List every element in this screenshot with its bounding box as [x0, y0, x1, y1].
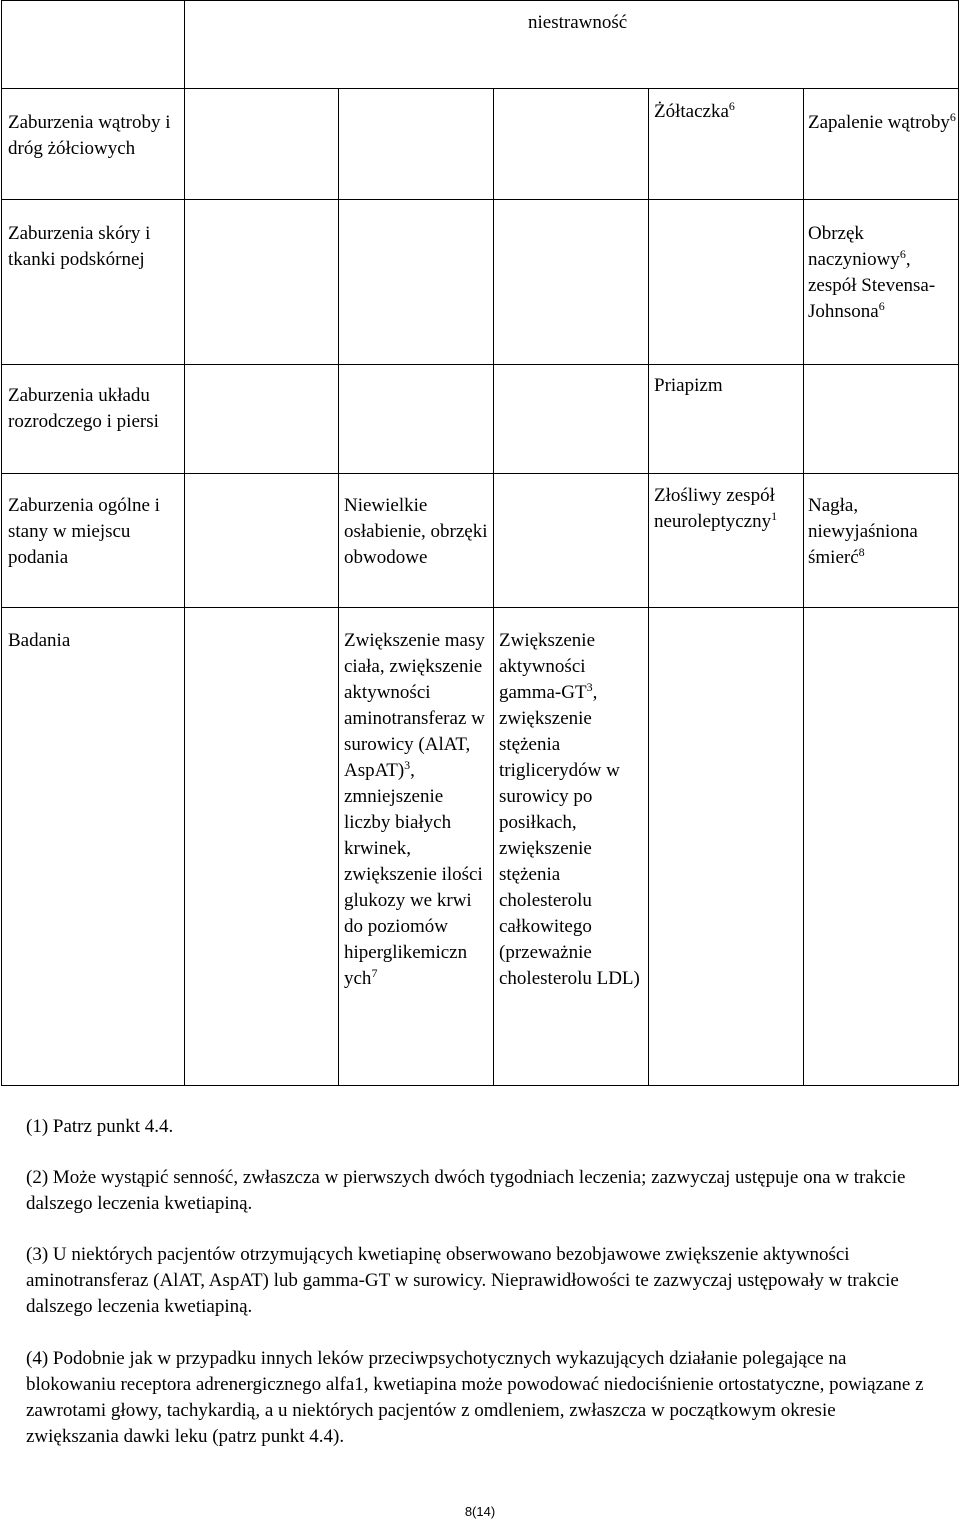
footnote-4: (4) Podobnie jak w przypadku innych leków przeciwpsychotycznych wykazujących działanie polegające na blokowaniu receptora adrenergicznego alfa1, kwetiapina może powodować niedociśnienie ortostatyczne, powiązane z zawrotami głowy, tachykardią, a u niektórych pacjentów z omdleniem, zwłaszcza w początkowym okresie zwiększania dawki leku (patrz punkt 4.4). — [26, 1348, 924, 1447]
page-number: 8(14) — [464, 1504, 496, 1519]
table-cell — [804, 365, 959, 474]
table-cell — [185, 365, 339, 474]
table-row — [2, 608, 959, 1086]
table-row — [2, 89, 959, 200]
table-cell — [185, 89, 339, 200]
table-category: Badania — [2, 608, 185, 1086]
table-cell — [185, 200, 339, 365]
table-cell: Złośliwy zespół neuroleptyczny$^1$ — [649, 474, 804, 608]
table-cell — [494, 474, 649, 608]
footnote-2: (2) Może wystąpić senność, zwłaszcza w pierwszych dwóch tygodniach leczenia; zazwyczaj ustępuje ona w trakcie dalszego leczenia kwetiapiną. — [26, 1167, 906, 1214]
table-cell: Zwiększenie aktywności gamma-$GT^3$, zwiększenie stężenia triglicerydów w surowicy po posiłkach, zwiększenie stężenia cholesterolu całkowitego (przeważnie cholesterolu LDL) — [494, 608, 649, 1086]
table-cell — [339, 365, 494, 474]
table-cell: Priapizm — [649, 365, 804, 474]
table-cell — [494, 200, 649, 365]
table-cell — [494, 365, 649, 474]
table-cell — [649, 200, 804, 365]
table-cell — [185, 474, 339, 608]
table-cell: Zwiększenie masy ciała, zwiększenie aktywności aminotransferaz w surowicy (AlAT, AspAT)$^3$, zmniejszenie liczby białych krwinek, zwiększenie ilości glukozy we krwi do poziomów hiperglikemiczn ych$^7$ — [339, 608, 494, 1086]
table-category: Zaburzenia układu rozrodczego i piersi — [2, 365, 185, 474]
table-cell: Niewielkie osłabienie, obrzęki obwodowe — [339, 474, 494, 608]
table-row — [2, 200, 959, 365]
table-cell — [649, 608, 804, 1086]
table-cell: Żółtaczka$^6$ — [649, 89, 804, 200]
table-cell: Zapalenie wątroby$^6$ — [804, 89, 959, 200]
table-cell: Nagła, niewyjaśniona śmierć$^8$ — [804, 474, 959, 608]
table-cell — [339, 200, 494, 365]
table-row — [2, 1, 959, 89]
table-cell — [804, 608, 959, 1086]
table-category: Zaburzenia skóry i tkanki podskórnej — [2, 200, 185, 365]
table-cell: Obrzęk naczyniowy$^6$, zespół Stevensa-Johnsona$^6$ — [804, 200, 959, 365]
table-category: Zaburzenia wątroby i dróg żółciowych — [2, 89, 185, 200]
table-row — [2, 365, 959, 474]
footnote-3: (3) U niektórych pacjentów otrzymujących kwetiapinę obserwowano bezobjawowe zwiększenie aktywności aminotransferaz (AlAT, AspAT) lub gamma-GT w surowicy. Nieprawidłowości te zazwyczaj ustępowały w trakcie dalszego leczenia kwetiapiną. — [26, 1244, 899, 1317]
table-cell — [2, 1, 185, 89]
table-cell — [494, 89, 649, 200]
table-cell — [185, 608, 339, 1086]
table-cell — [339, 89, 494, 200]
adverse-reactions-table — [1, 0, 959, 1086]
table-cell — [185, 1, 959, 89]
cell-text: niestrawność — [528, 12, 628, 33]
footnote-1: (1) Patrz punkt 4.4. — [26, 1116, 174, 1137]
table-category: Zaburzenia ogólne i stany w miejscu podania — [2, 474, 185, 608]
table-row — [2, 474, 959, 608]
